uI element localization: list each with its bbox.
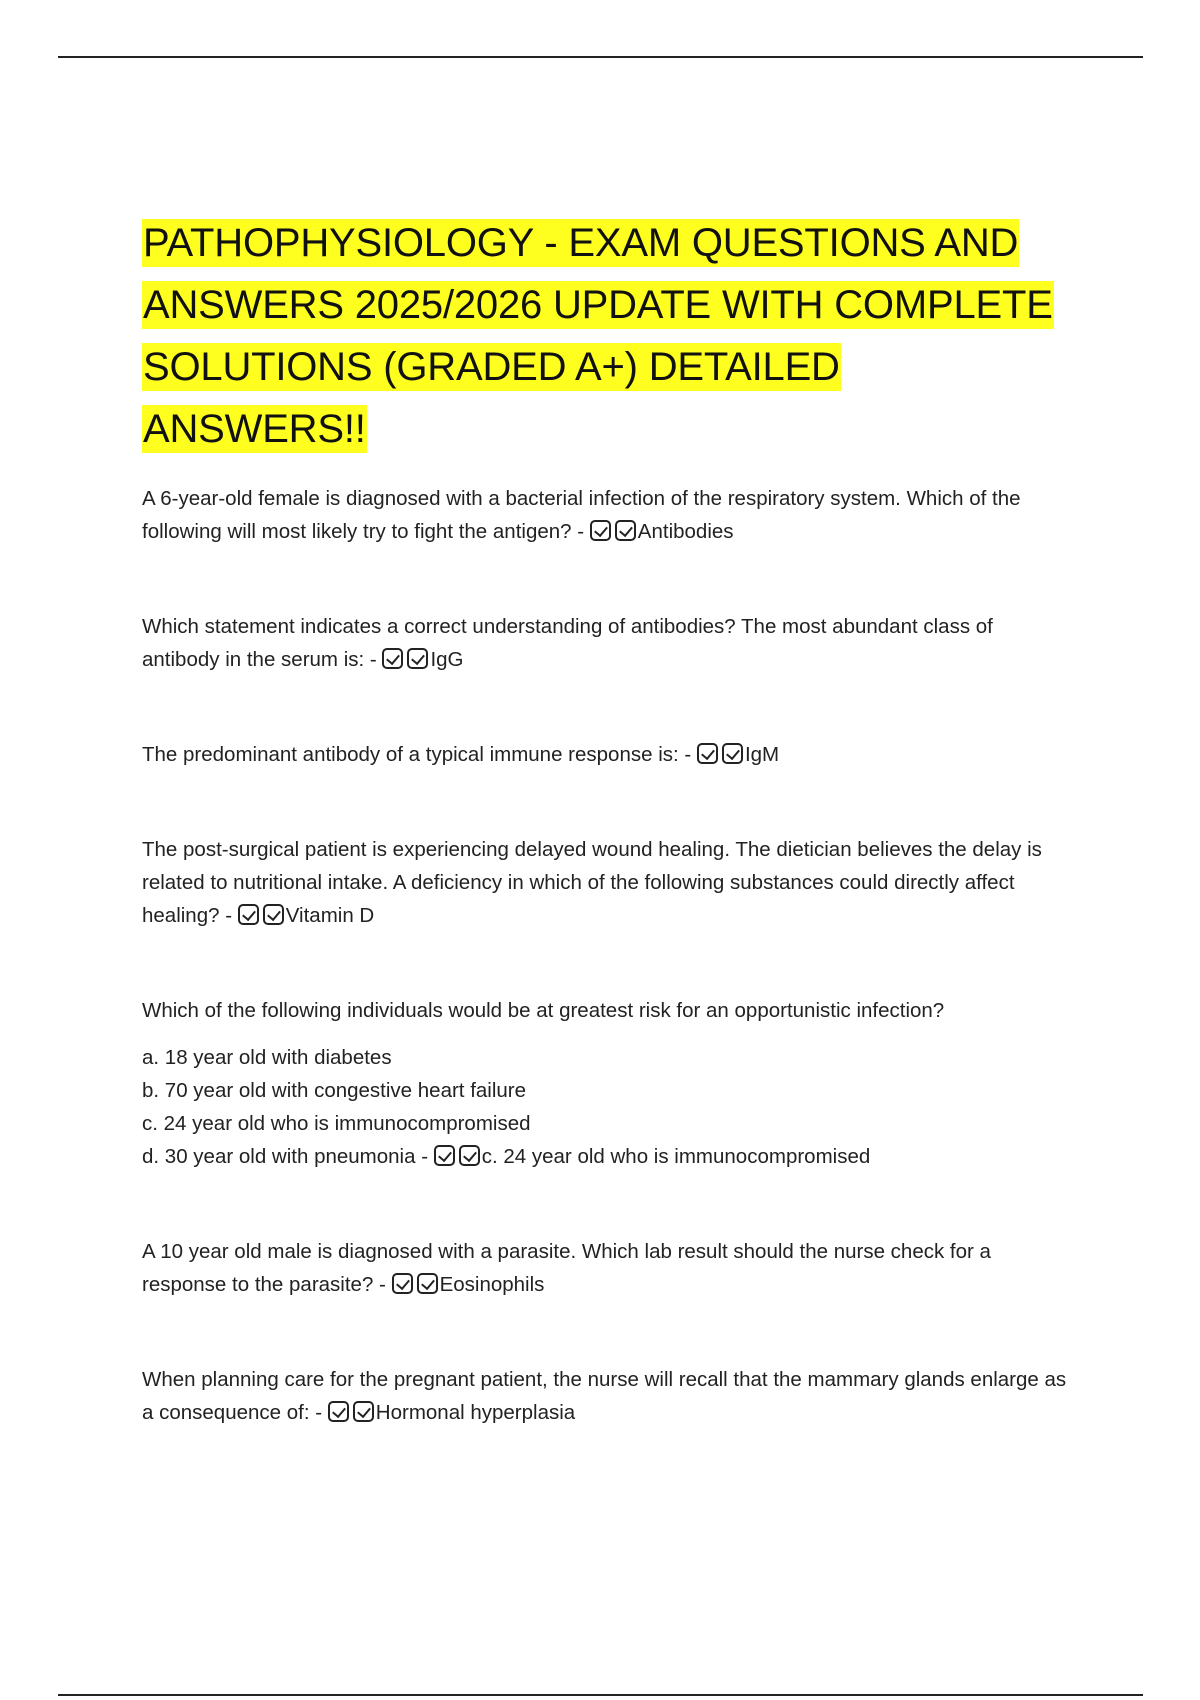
option-c: c. 24 year old who is immunocompromised [142, 1112, 531, 1135]
question-item [142, 610, 1072, 676]
top-rule [58, 56, 1143, 58]
answer-text: Vitamin D [285, 904, 375, 927]
answer-text: Eosinophils [439, 1273, 545, 1296]
answer-text: Antibodies [637, 520, 734, 543]
check-box-icon [353, 1401, 374, 1422]
check-box-icon [417, 1273, 438, 1294]
question-prompt: A 6-year-old female is diagnosed with a bacterial infection of the respiratory system. Which of the following will most likely try to fight the antigen? - [142, 487, 1021, 543]
question-item [142, 482, 1072, 548]
check-box-icon [590, 520, 611, 541]
document-title [142, 212, 1072, 460]
check-box-icon [392, 1273, 413, 1294]
check-box-icon [697, 743, 718, 764]
question-item [142, 994, 1072, 1173]
answer-text: c. 24 year old who is immunocompromised [481, 1145, 871, 1168]
check-box-icon [382, 648, 403, 669]
question-text [142, 1363, 1072, 1429]
question-text [142, 738, 1072, 771]
option-d-text: d. 30 year old with pneumonia - [142, 1145, 429, 1168]
option-a: a. 18 year old with diabetes [142, 1046, 392, 1069]
check-box-icon [459, 1145, 480, 1166]
check-box-icon [328, 1401, 349, 1422]
question-prompt: Which statement indicates a correct understanding of antibodies? The most abundant class of antibody in the serum is: - [142, 615, 993, 671]
question-prompt: When planning care for the pregnant patient, the nurse will recall that the mammary glands enlarge as a consequence of: - [142, 1368, 1067, 1424]
question-list [142, 482, 1072, 1429]
answer-text: Hormonal hyperplasia [375, 1401, 576, 1424]
check-box-icon [238, 904, 259, 925]
check-box-icon [263, 904, 284, 925]
question-text [142, 482, 1072, 548]
question-item [142, 1235, 1072, 1301]
question-prompt: The post-surgical patient is experiencing delayed wound healing. The dietician believes the delay is related to nutritional intake. A deficiency in which of the following substances could directly affect healing? - [142, 838, 1042, 927]
bottom-rule [58, 1694, 1143, 1696]
title-highlight: PATHOPHYSIOLOGY - EXAM QUESTIONS AND ANSWERS 2025/2026 UPDATE WITH COMPLETE SOLUTIONS (GRADED A+) DETAILED ANSWERS!! [143, 221, 1053, 451]
document-body [142, 212, 1072, 1491]
question-prompt: Which of the following individuals would be at greatest risk for an opportunistic infection? [142, 999, 945, 1022]
question-prompt: The predominant antibody of a typical immune response is: - [142, 743, 692, 766]
question-item [142, 1363, 1072, 1429]
option-b: b. 70 year old with congestive heart failure [142, 1079, 527, 1102]
question-text [142, 610, 1072, 676]
question-text [142, 1235, 1072, 1301]
check-box-icon [407, 648, 428, 669]
check-box-icon [434, 1145, 455, 1166]
question-item [142, 738, 1072, 771]
question-item [142, 833, 1072, 932]
question-text [142, 833, 1072, 932]
answer-text: IgG [430, 648, 464, 671]
question-prompt: A 10 year old male is diagnosed with a parasite. Which lab result should the nurse check for a response to the parasite? - [142, 1240, 991, 1296]
check-box-icon [615, 520, 636, 541]
option-d [142, 1140, 1072, 1173]
answer-text: IgM [744, 743, 780, 766]
check-box-icon [722, 743, 743, 764]
